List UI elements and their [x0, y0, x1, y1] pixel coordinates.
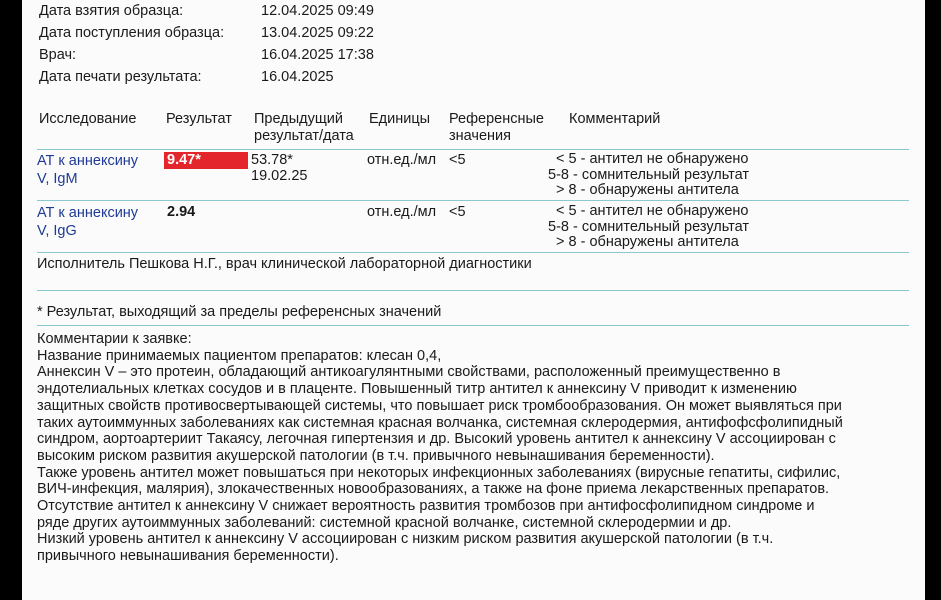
- meta-row: [39, 0, 539, 22]
- analyte-name: [37, 152, 162, 188]
- comment-line: 5-8 - сомнительный результат: [548, 218, 750, 235]
- meta-value: 13.04.2025 09:22: [261, 25, 374, 41]
- meta-label: Дата взятия образца:: [39, 3, 184, 19]
- header-reference-line: значения: [449, 128, 511, 144]
- header-reference-line: Референсные: [449, 111, 544, 127]
- section-rule: [37, 290, 909, 291]
- reference-range: <5: [449, 204, 466, 220]
- comment-text-line: Также уровень антител может повышаться при некоторых инфекционных заболеваниях (вирусные гепатиты, сифилис,: [37, 464, 841, 481]
- analyte-name-line: V, IgM: [37, 171, 78, 187]
- meta-label: Дата печати результата:: [39, 69, 202, 85]
- result-value-flagged: 9.47*: [164, 152, 248, 169]
- meta-value: 16.04.2025: [261, 69, 334, 85]
- previous-result: [251, 152, 307, 184]
- meta-row: [39, 66, 539, 88]
- meta-value: 16.04.2025 17:38: [261, 47, 374, 63]
- units: отн.ед./мл: [367, 204, 437, 220]
- header-reference: [449, 111, 544, 145]
- order-comments: [37, 331, 917, 565]
- comment-text-line: высоким риском развития акушерской патологии (в т.ч. привычного невынашивания беременности).: [37, 447, 715, 464]
- lab-report-page: [22, 0, 925, 600]
- header-previous: [254, 111, 354, 145]
- comment-line: > 8 - обнаружены антитела: [556, 234, 739, 250]
- comment-line: < 5 - антител не обнаружено: [556, 203, 749, 219]
- result-comment: [548, 151, 856, 199]
- table-rule: [37, 149, 909, 150]
- analyte-name-line: V, IgG: [37, 223, 77, 239]
- analyte-name-line: АТ к аннексину: [37, 153, 139, 169]
- comment-text-line: Комментарии к заявке:: [37, 331, 192, 347]
- table-rule: [37, 252, 909, 253]
- comment-text-line: Отсутствие антител к аннексину V снижает вероятность развития тромбозов при антифосфолипидном синдроме и: [37, 498, 815, 515]
- comment-text-line: Аннексин V – это протеин, обладающий антикоагулянтными свойствами, расположенный преимущественно в: [37, 364, 781, 381]
- header-previous-line: результат/дата: [254, 128, 354, 144]
- comment-text-line: ВИЧ-инфекция, малярия), злокачественных новообразованиях, а также на фоне приема лекарственных препаратов.: [37, 481, 830, 498]
- comment-line: > 8 - обнаружены антитела: [556, 182, 739, 198]
- comment-text-line: ряде других аутоиммунных заболеваний: системной красной волчанке, системной склеродермии и др.: [37, 514, 732, 531]
- analyte-name: [37, 204, 162, 240]
- header-result: Результат: [166, 111, 232, 127]
- comment-line: < 5 - антител не обнаружено: [556, 151, 749, 167]
- result-comment: [548, 203, 856, 251]
- comment-line: 5-8 - сомнительный результат: [548, 166, 750, 183]
- reference-range: <5: [449, 152, 466, 168]
- meta-label: Врач:: [39, 47, 77, 63]
- header-units: Единицы: [369, 111, 431, 127]
- meta-row: [39, 22, 539, 44]
- section-rule: [37, 325, 909, 326]
- comment-text-line: защитных свойств противосвертывающей системы, что повышает риск тромбообразования. Он может выявляться при: [37, 397, 842, 414]
- comment-text-line: синдром, аортоартериит Такаясу, легочная гипертензия и др. Высокий уровень антител к аннексину V ассоциирован с: [37, 431, 836, 448]
- comment-text-line: Низкий уровень антител к аннексину V ассоциирован с низким риском развития акушерской патологии (в т.ч.: [37, 531, 774, 548]
- analyte-name-line: АТ к аннексину: [37, 205, 139, 221]
- result-value: 2.94: [167, 204, 196, 220]
- previous-date: 19.02.25: [251, 168, 308, 184]
- footnote: * Результат, выходящий за пределы референсных значений: [37, 304, 442, 320]
- comment-text-line: эндотелиальных клетках сосудов и в плаценте. Повышенный титр антител к аннексину V приводит к изменению: [37, 381, 797, 398]
- previous-value: 53.78*: [251, 152, 293, 168]
- table-rule: [37, 200, 909, 201]
- header-comment: Комментарий: [569, 111, 661, 127]
- comment-text-line: таких аутоиммунных заболеваниях как системная красная волчанка, системная склеродермия, антифофсфолипидный: [37, 414, 843, 431]
- meta-value: 12.04.2025 09:49: [261, 3, 374, 19]
- meta-label: Дата поступления образца:: [39, 25, 225, 41]
- sample-meta: [39, 0, 539, 88]
- meta-row: [39, 44, 539, 66]
- comment-text-line: Название принимаемых пациентом препаратов: клесан 0,4,: [37, 347, 442, 364]
- units: отн.ед./мл: [367, 152, 437, 168]
- comment-text-line: привычного невынашивания беременности).: [37, 548, 339, 565]
- header-previous-line: Предыдущий: [254, 111, 343, 127]
- executor-line: Исполнитель Пешкова Н.Г., врач клинической лабораторной диагностики: [37, 256, 532, 272]
- header-study: Исследование: [39, 111, 137, 127]
